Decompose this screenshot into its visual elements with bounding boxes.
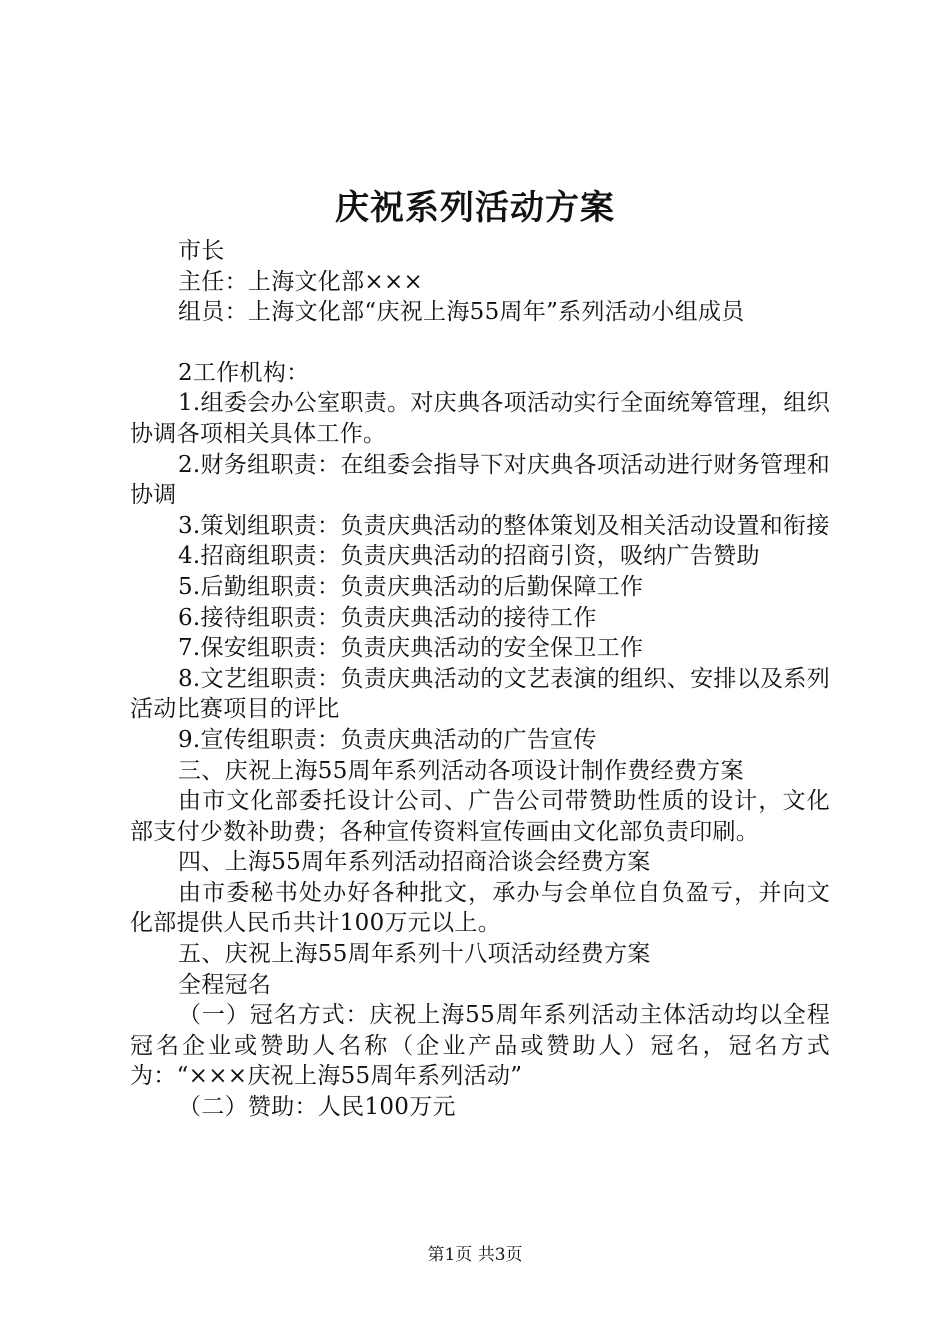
paragraph: （二）赞助：人民100万元 — [178, 1094, 456, 1121]
paragraph: 五、庆祝上海55周年系列十八项活动经费方案 — [178, 941, 651, 968]
paragraph: 7.保安组职责：负责庆典活动的安全保卫工作 — [178, 635, 644, 662]
paragraph: 2.财务组职责：在组委会指导下对庆典各项活动进行财务管理和协调 — [130, 451, 830, 509]
paragraph: 4.招商组职责：负责庆典活动的招商引资，吸纳广告赞助 — [178, 543, 760, 570]
paragraph: 9.宣传组职责：负责庆典活动的广告宣传 — [178, 726, 597, 753]
paragraph-gap — [130, 328, 830, 358]
paragraph: 1.组委会办公室职责。对庆典各项活动实行全面统筹管理，组织协调各项相关具体工作。 — [130, 390, 830, 447]
paragraph: 5.后勤组职责：负责庆典活动的后勤保障工作 — [178, 573, 644, 600]
paragraph: 四、上海55周年系列活动招商洽谈会经费方案 — [178, 849, 651, 876]
paragraph: 6.接待组职责：负责庆典活动的接待工作 — [178, 604, 597, 631]
paragraph: 8.文艺组职责：负责庆典活动的文艺表演的组织、安排以及系列活动比赛项目的评比 — [130, 665, 830, 723]
paragraph: 3.策划组职责：负责庆典活动的整体策划及相关活动设置和衔接 — [178, 512, 830, 539]
page-footer: 第1页 共3页 — [427, 1245, 523, 1265]
paragraph: 2工作机构： — [178, 359, 310, 386]
paragraph: （一）冠名方式：庆祝上海55周年系列活动主体活动均以全程冠名企业或赞助人名称（企业产品或赞助人）冠名，冠名方式为：“×××庆祝上海55周年系列活动” — [130, 1002, 830, 1090]
paragraph: 由市委秘书处办好各种批文，承办与会单位自负盈亏，并向文化部提供人民币共计100万元以上。 — [130, 879, 830, 937]
document-title: 庆祝系列活动方案 — [335, 188, 615, 228]
paragraph: 组员：上海文化部“庆祝上海55周年”系列活动小组成员 — [178, 299, 745, 326]
paragraph: 主任：上海文化部××× — [178, 268, 424, 295]
paragraph: 市长 — [178, 238, 225, 264]
document-body — [130, 236, 830, 1123]
paragraph: 由市文化部委托设计公司、广告公司带赞助性质的设计，文化部支付少数补助费；各种宣传资料宣传画由文化部负责印刷。 — [130, 788, 830, 845]
paragraph: 三、庆祝上海55周年系列活动各项设计制作费经费方案 — [178, 757, 744, 784]
paragraph: 全程冠名 — [178, 971, 272, 998]
